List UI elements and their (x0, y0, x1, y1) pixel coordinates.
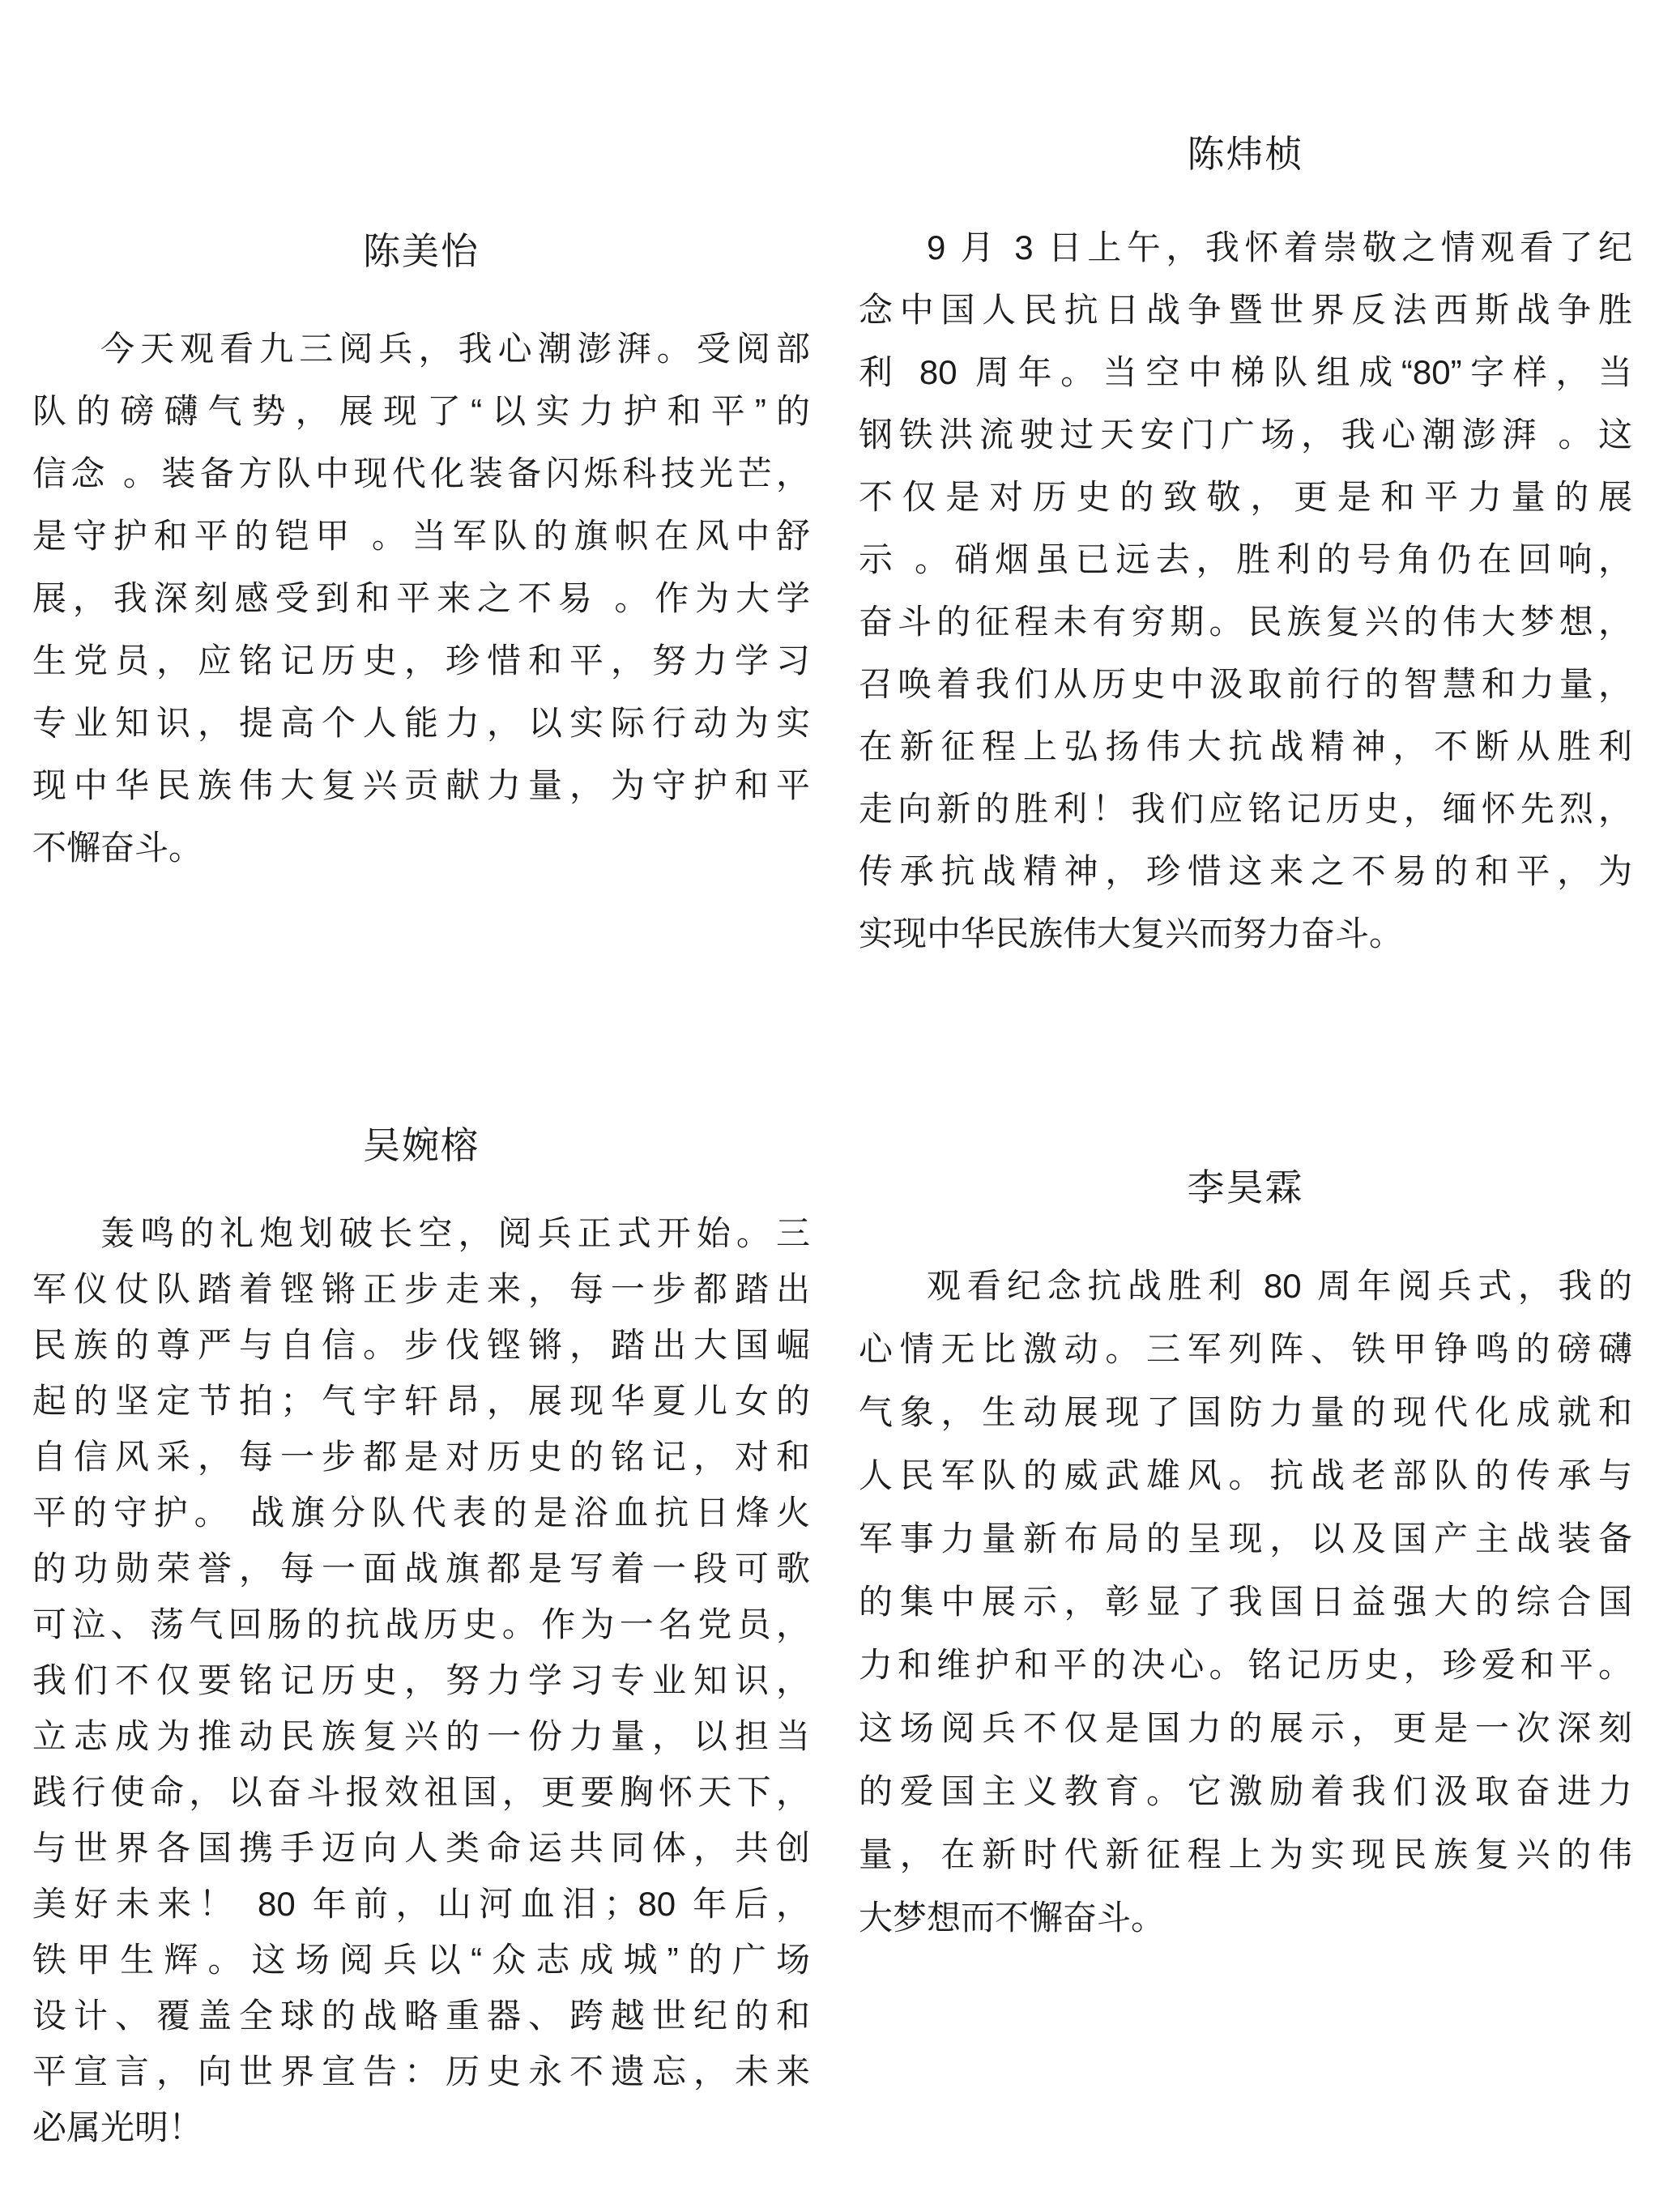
text-line: 观看纪念抗战胜利 80 周年阅兵式，我的 (927, 1267, 1632, 1305)
text-line: 军仪仗队踏着铿锵正步走来，每一步都踏出 (32, 1270, 810, 1308)
text-line: 实现中华民族伟大复兴而努力奋斗。 (859, 914, 1404, 953)
text-line: 生党员，应铭记历史，珍惜和平，努力学习 (32, 641, 810, 680)
text-line: 我们不仅要铭记历史，努力学习专业知识， (32, 1661, 810, 1699)
text-line: 美好未来！ 80 年前，山河血泪；80 年后， (32, 1885, 810, 1923)
text-line: 大梦想而不懈奋斗。 (859, 1899, 1166, 1937)
text-line: 立志成为推动民族复兴的一份力量，以担当 (32, 1717, 810, 1755)
essay-paragraph (32, 1205, 810, 2155)
essay-section-wu-wanrong (32, 1123, 810, 2155)
text-line: 人民军队的威武雄风。抗战老部队的传承与 (859, 1456, 1632, 1494)
text-line: 今天观看九三阅兵，我心潮澎湃。受阅部 (100, 330, 810, 368)
text-line: 心情无比激动。三军列阵、铁甲铮鸣的磅礴 (859, 1330, 1632, 1368)
text-line: 平的守护。 战旗分队代表的是浴血抗日烽火 (32, 1494, 810, 1532)
essay-section-chen-meiyi (32, 229, 810, 879)
essay-paragraph (859, 1255, 1632, 1950)
text-line: 气象，生动展现了国防力量的现代化成就和 (859, 1393, 1632, 1431)
text-line: 铁甲生辉。这场阅兵以“众志成城”的广场 (32, 1941, 810, 1979)
text-line: 的集中展示，彰显了我国日益强大的综合国 (859, 1583, 1632, 1621)
text-line: 的功勋荣誉，每一面战旗都是写着一段可歌 (32, 1549, 810, 1588)
text-line: 设计、覆盖全球的战略重器、跨越世纪的和 (32, 1997, 810, 2035)
text-line: 传承抗战精神，珍惜这来之不易的和平，为 (859, 852, 1632, 890)
text-line: 践行使命，以奋斗报效祖国，更要胸怀天下， (32, 1773, 810, 1811)
text-line: 走向新的胜利！我们应铭记历史，缅怀先烈， (859, 790, 1632, 828)
text-line: 专业知识，提高个人能力，以实际行动为实 (32, 704, 810, 742)
text-line: 展，我深刻感受到和平来之不易 。作为大学 (32, 579, 810, 617)
text-line: 起的坚定节拍；气宇轩昂，展现华夏儿女的 (32, 1382, 810, 1420)
text-line: 力和维护和平的决心。铭记历史，珍爱和平。 (859, 1646, 1632, 1684)
text-line: 的爱国主义教育。它激励着我们汲取奋进力 (859, 1772, 1632, 1810)
essay-author-title: 陈炜桢 (1187, 133, 1304, 175)
essay-author-title: 李昊霖 (1187, 1166, 1304, 1208)
text-line: 可泣、荡气回肠的抗战历史。作为一名党员， (32, 1605, 810, 1643)
text-line: 必属光明！ (32, 2108, 203, 2146)
text-line: 钢铁洪流驶过天安门广场，我心潮澎湃 。这 (859, 416, 1632, 454)
text-line: 现中华民族伟大复兴贡献力量，为守护和平 (32, 766, 810, 804)
essay-paragraph (32, 318, 810, 879)
text-line: 是守护和平的铠甲 。当军队的旗帜在风中舒 (32, 517, 810, 555)
text-line: 9 月 3 日上午，我怀着崇敬之情观看了纪 (927, 228, 1632, 266)
text-line: 召唤着我们从历史中汲取前行的智慧和力量， (859, 665, 1632, 703)
text-line: 轰鸣的礼炮划破长空，阅兵正式开始。三 (100, 1214, 810, 1252)
text-line: 这场阅兵不仅是国力的展示，更是一次深刻 (859, 1709, 1632, 1747)
text-line: 量，在新时代新征程上为实现民族复兴的伟 (859, 1835, 1632, 1873)
essay-section-chen-weizhen (859, 132, 1632, 965)
text-line: 信念 。装备方队中现代化装备闪烁科技光芒， (32, 454, 810, 492)
text-line: 不仅是对历史的致敬，更是和平力量的展 (859, 478, 1632, 516)
text-line: 民族的尊严与自信。步伐铿锵，踏出大国崛 (32, 1326, 810, 1364)
text-line: 在新征程上弘扬伟大抗战精神，不断从胜利 (859, 727, 1632, 765)
text-line: 奋斗的征程未有穷期。民族复兴的伟大梦想， (859, 603, 1632, 641)
text-line: 利 80 周年。当空中梯队组成“80”字样，当 (859, 353, 1632, 391)
essay-author-title: 陈美怡 (363, 230, 480, 272)
text-line: 队的磅礴气势，展现了“以实力护和平”的 (32, 392, 810, 430)
essay-paragraph (859, 216, 1632, 965)
text-line: 与世界各国携手迈向人类命运共同体，共创 (32, 1829, 810, 1867)
essay-section-li-haolin (859, 1166, 1632, 1950)
essay-author-title: 吴婉榕 (363, 1124, 480, 1166)
text-line: 平宣言，向世界宣告：历史永不遗忘，未来 (32, 2052, 810, 2091)
text-line: 自信风采，每一步都是对历史的铭记，对和 (32, 1438, 810, 1476)
text-line: 军事力量新布局的呈现，以及国产主战装备 (859, 1519, 1632, 1558)
text-line: 不懈奋斗。 (32, 829, 203, 867)
text-line: 念中国人民抗日战争暨世界反法西斯战争胜 (859, 291, 1632, 329)
text-line: 示 。硝烟虽已远去，胜利的号角仍在回响， (859, 540, 1632, 578)
